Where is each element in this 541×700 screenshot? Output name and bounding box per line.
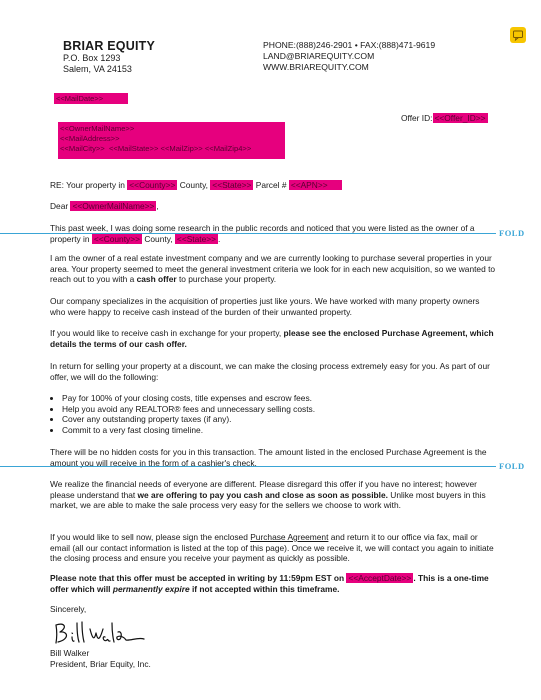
mail-zip-field: <<MailZip>>	[160, 144, 203, 153]
p1-state-field: <<State>>	[176, 233, 217, 244]
p1-text-a: This past week, I was doing some research in the public records and noticed that you were listed as the owner of a property in	[50, 223, 475, 244]
p2-text-c: to purchase your property.	[176, 274, 277, 285]
p2-text-a: I am the owner of a real estate investment company and we are currently looking to purchase several properties in your area. Your property seemed to meet the general investment criteria we look for in each new acquisition, so we wanted to reach out to you with a	[50, 253, 496, 285]
p9-text-d: if not accepted within this timeframe.	[189, 583, 340, 594]
p4-text-b: please see the enclosed Purchase Agreement, which details the terms of our cash offer.	[50, 328, 494, 349]
p7-text-c: Unlike most buyers in this market, we are able to make the sale process very easy for the sellers we choose to work with.	[50, 489, 486, 511]
company-name: BRIAR EQUITY	[63, 39, 155, 53]
re-county-suffix: County,	[177, 180, 211, 190]
p9-text-a: Please note that this offer must be accepted in writing by 11:59pm EST on	[50, 573, 347, 583]
paragraph-4	[50, 328, 496, 349]
mail-city-state-zip	[58, 144, 285, 154]
paragraph-5: In return for selling your property at a discount, we can make the closing process extremely easy for you. As part of our offer, we will do the following:	[50, 361, 490, 382]
list-item: • Cover any outstanding property taxes (if any).	[62, 414, 496, 425]
signer-title: President, Briar Equity, Inc.	[50, 659, 151, 669]
p7-text-b: we are offering to pay you cash and close as soon as possible.	[137, 489, 388, 500]
owner-name-field: <<OwnerMailName>>	[60, 124, 135, 133]
mail-state-field: <<MailState>>	[108, 144, 159, 153]
fold-label-1: FOLD	[499, 228, 525, 238]
paragraph-6: There will be no hidden costs for you in this transaction. The amount listed in the enclosed Purchase Agreement is the amount you will receive in the form of a cashier's check.	[50, 447, 487, 468]
offer-id-row	[401, 113, 488, 124]
p1-text-c: .	[218, 233, 221, 244]
p8-text-b: and return it to our office via fax, mail or email (all our contact information is listed at the top of this page). Once we receive it, we will contact you again to initiate the closing process and ensure you receive your payment as quickly as possible.	[50, 532, 494, 564]
accept-date-field: <<AcceptDate>>	[348, 573, 412, 583]
re-prefix: RE: Your property in	[50, 180, 128, 190]
salutation-comma: ,	[156, 201, 159, 211]
p4-text-a: If you would like to receive cash in exchange for your property,	[50, 328, 284, 338]
offer-id-field: <<Offer_ID>>	[434, 113, 486, 123]
re-parcel-label: Parcel #	[253, 180, 289, 190]
purchase-agreement-link[interactable]: Purchase Agreement	[250, 532, 329, 542]
list-item: • Help you avoid any REALTOR® fees and unnecessary selling costs.	[62, 404, 496, 415]
mail-address-field: <<MailAddress>>	[60, 134, 120, 143]
salutation	[50, 201, 159, 212]
p9-text-c: permanently expire	[112, 583, 190, 594]
offer-id-label: Offer ID:	[401, 113, 433, 123]
salutation-dear: Dear	[50, 201, 71, 211]
fold-line-2	[0, 466, 496, 467]
paragraph-8	[50, 532, 496, 564]
company-address-line2: Salem, VA 24153	[63, 64, 132, 74]
company-phone-fax: PHONE:(888)246-2901 • FAX:(888)471-9619	[263, 40, 436, 50]
mail-date-field: <<MailDate>>	[54, 93, 128, 104]
paragraph-9	[50, 573, 496, 594]
re-apn-field: <<APN>>	[289, 180, 342, 190]
p1-county-field: <<County>>	[93, 233, 141, 244]
mail-zip4-field: <<MailZip4>>	[204, 144, 252, 153]
sincerely-text: Sincerely,	[50, 604, 87, 614]
re-state-field: <<State>>	[212, 180, 252, 190]
company-address-line1: P.O. Box 1293	[63, 53, 121, 63]
signer-name: Bill Walker	[50, 648, 90, 658]
re-county-field: <<County>>	[129, 180, 176, 190]
re-line	[50, 180, 342, 191]
p8-text-a: If you would like to sell now, please sign the enclosed	[50, 532, 251, 542]
company-website[interactable]: WWW.BRIAREQUITY.COM	[263, 62, 369, 72]
paragraph-7	[50, 479, 496, 511]
mail-city-field: <<MailCity>>	[60, 144, 105, 153]
comment-note-icon[interactable]	[510, 27, 526, 43]
paragraph-1	[50, 223, 496, 244]
paragraph-3: Our company specializes in the acquisition of properties just like yours. We have worked with many property owners who were happy to receive cash instead of the burden of their unwanted property.	[50, 296, 480, 317]
list-item: • Commit to a very fast closing timeline.	[62, 425, 496, 436]
list-item: • Pay for 100% of your closing costs, title expenses and escrow fees.	[62, 393, 496, 404]
p2-cash-offer: cash offer	[136, 274, 177, 285]
p9-text-b: . This is a one-time offer which will	[50, 573, 489, 594]
signature-image	[50, 617, 160, 647]
p1-text-b: County,	[142, 233, 175, 244]
company-email[interactable]: LAND@BRIAREQUITY.COM	[263, 51, 375, 61]
recipient-address-block	[58, 122, 285, 159]
benefits-list	[50, 393, 496, 435]
p7-text-a: We realize the financial needs of everyone are different. Please disregard this offer if you have no interest; however please understand that	[50, 479, 477, 500]
fold-label-2: FOLD	[499, 461, 525, 471]
paragraph-2	[50, 253, 496, 285]
salutation-owner-field: <<OwnerMailName>>	[72, 201, 155, 211]
